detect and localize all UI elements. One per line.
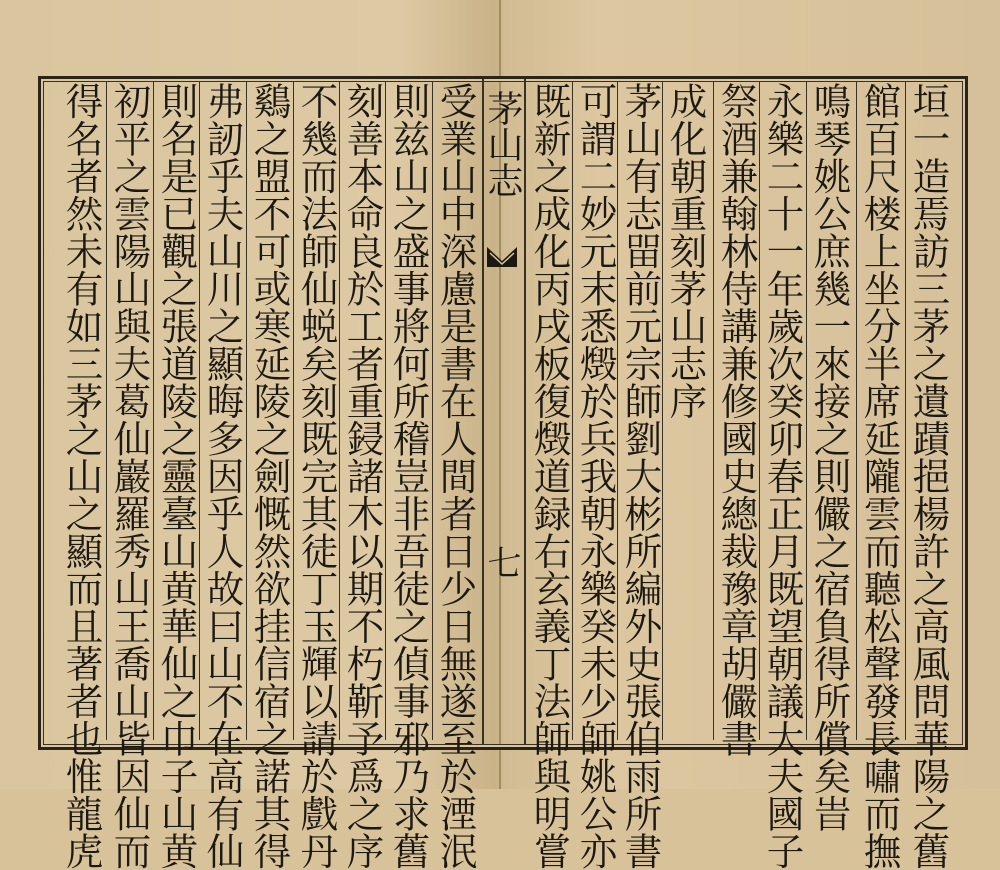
- left-text-column: 弗訒乎夫山川之顯晦多因乎人故曰山不在高有仙: [200, 82, 245, 870]
- book-title: 茅山志: [482, 90, 523, 198]
- right-text-column: 永樂二十一年歲次癸卯春正月既望朝議大夫國子: [760, 82, 805, 870]
- right-text-column: 館百尺楼上坐分半席延隴雲而聽松聲發長嘯而撫: [857, 82, 902, 870]
- right-text-column: 既新之成化丙戌板復燬道録右玄義丁法師與明嘗: [527, 82, 572, 870]
- column-rule: [856, 82, 857, 740]
- right-text-column: 鳴琴姚公庶幾一來接之則儼之宿負得所償矣旹: [807, 82, 852, 832]
- column-rule: [339, 82, 340, 740]
- column-rule: [199, 82, 200, 740]
- preface-title: 成化朝重刻茅山志序: [663, 82, 708, 420]
- right-text-column: 垣一造焉訪三茅之遺蹟挹楊許之高風問華陽之舊: [906, 82, 951, 870]
- folio-number: 七: [481, 545, 521, 579]
- column-rule: [572, 82, 573, 740]
- left-text-column: 則名是已觀之張道陵之靈臺山黄華仙之巾子山黄: [154, 82, 199, 870]
- left-text-column: 受業山中深慮是書在人間者日少日無遂至於湮泯: [433, 82, 478, 870]
- left-text-column: 刻善本命良於工者重鋟諸木以期不朽靳予爲之序: [340, 82, 385, 870]
- column-rule: [293, 82, 294, 740]
- left-text-column: 則兹山之盛事將何所稽豈非吾徒之偵事邪乃求舊: [386, 82, 431, 870]
- left-text-column: 得名者然未有如三茅之山之顯而且著者也惟龍虎: [59, 82, 104, 870]
- column-rule: [905, 82, 906, 740]
- fish-tail-mark-icon: [486, 245, 518, 269]
- column-rule: [713, 82, 714, 740]
- column-rule: [432, 82, 433, 740]
- right-text-column: 茅山有志㽞前元宗師劉大彬所編外史張伯雨所書: [618, 82, 663, 870]
- left-text-column: 鷄之盟不可或寒延陵之劍慨然欲挂信宿之諾其得: [247, 82, 292, 870]
- column-rule: [246, 82, 247, 740]
- right-text-column: 可謂二妙元末悉燬於兵我朝永樂癸未少師姚公亦: [573, 82, 618, 870]
- left-text-column: 初平之雲陽山與夫葛仙巖羅秀山王喬山皆因仙而: [107, 82, 152, 870]
- right-text-column: 祭酒兼翰林侍講兼修國史總裁豫章胡儼書: [714, 82, 759, 757]
- column-rule: [385, 82, 386, 740]
- column-rule: [106, 82, 107, 740]
- column-rule: [153, 82, 154, 740]
- column-rule: [759, 82, 760, 740]
- column-rule: [806, 82, 807, 740]
- left-text-column: 不幾而法師仙蜕矣刻既完其徒丁玉輝以請於戲丹: [294, 82, 339, 870]
